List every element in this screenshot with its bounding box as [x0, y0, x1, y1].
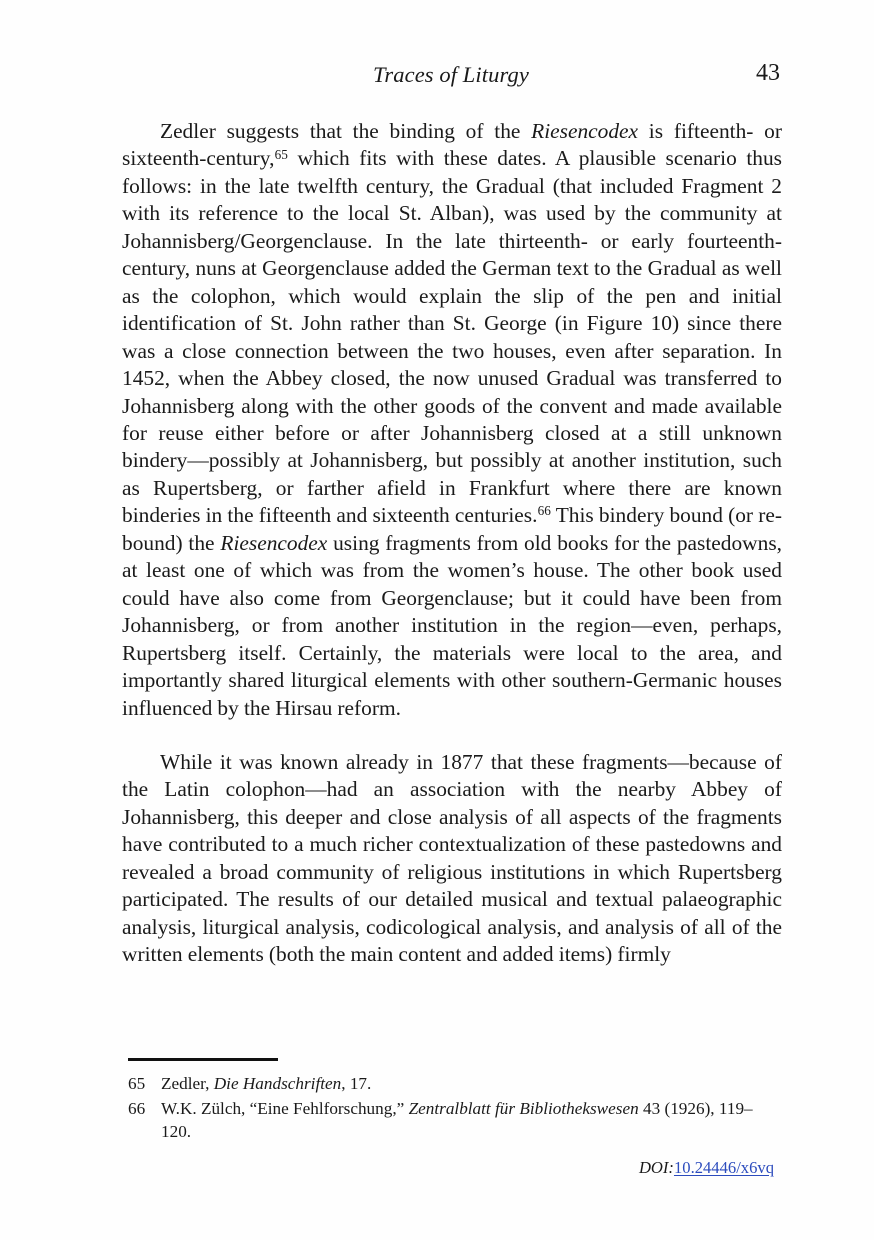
body-text-block [122, 118, 782, 969]
footnote-separator-rule [128, 1058, 278, 1061]
italic-title: Die Handschriften [213, 1074, 342, 1093]
doi-line [639, 1158, 774, 1178]
body-paragraph: Zedler suggests that the binding of the Riesencodex is fifteenth- or sixteenth-century,$^{65}$ which fits with these dates. A plausible scenario thus follows: in the late twelfth century, the Gradual (that included Fragment 2 with its reference to the local St. Alban), was used by the community at Johannisberg/Georgenclause. In the late thirteenth- or early fourteenth-century, nuns at Georgenclause added the German text to the Gradual as well as the colophon, which would explain the slip of the pen and initial identification of St. John rather than St. George (in Figure 10) since there was a close connection between the two houses, even after separation. In 1452, when the Abbey closed, the now unused Gradual was transferred to Johannisberg along with the other goods of the convent and made available for reuse either before or after Johannisberg closed at a still unknown bindery—possibly at Johannisberg, but possibly at another institution, such as Rupertsberg, or farther afield in Frankfurt where there are known binderies in the fifteenth and sixteenth centuries.$^{66}$ This bindery bound (or re-bound) the Riesencodex using fragments from old books for the pastedowns, at least one of which was from the women’s house. The other book used could have also come from Georgenclause; but it could have been from Johannisberg, or from another institution in the region—even, perhaps, Rupertsberg itself. Certainly, the materials were local to the area, and importantly shared liturgical elements with other southern-Germanic houses influenced by the Hirsau reform. [122, 119, 782, 720]
running-head-title: Traces of Liturgy [373, 62, 529, 87]
footnote-item [128, 1072, 782, 1096]
running-head [122, 62, 780, 96]
footnote-section [128, 1058, 782, 1145]
italic-title: Riesencodex [220, 530, 328, 555]
footnote-number: 65 [128, 1074, 146, 1093]
body-paragraph: While it was known already in 1877 that these fragments—because of the Latin colophon—had an association with the nearby Abbey of Johannisberg, this deeper and close analysis of all aspects of the fragments have contributed to a much richer contextualization of these pastedowns and revealed a broad community of religious institutions in which Rupertsberg participated. The results of our detailed musical and textual palaeographic analysis, liturgical analysis, codicological analysis, and analysis of all of the written elements (both the main content and added items) firmly [122, 749, 782, 967]
footnote-item [128, 1097, 782, 1144]
footnote-number: 66 [128, 1098, 146, 1118]
footnote-reference[interactable]: 65 [274, 146, 288, 162]
doi-link[interactable]: 10.24446/x6vq [673, 1158, 774, 1177]
doi-label: DOI: [638, 1158, 674, 1177]
page-number: 43 [756, 60, 780, 86]
footnote-text: W.K. Zülch, “Eine Fehlforschung,” Zentralblatt für Bibliothekswesen 43 (1926), 119–120. [161, 1098, 753, 1142]
footnote-reference[interactable]: 66 [537, 503, 551, 519]
footnote-text: Zedler, Die Handschriften, 17. [161, 1074, 372, 1093]
italic-title: Zentralblatt für Bibliothekswesen [408, 1098, 639, 1118]
italic-title: Riesencodex [531, 119, 639, 143]
